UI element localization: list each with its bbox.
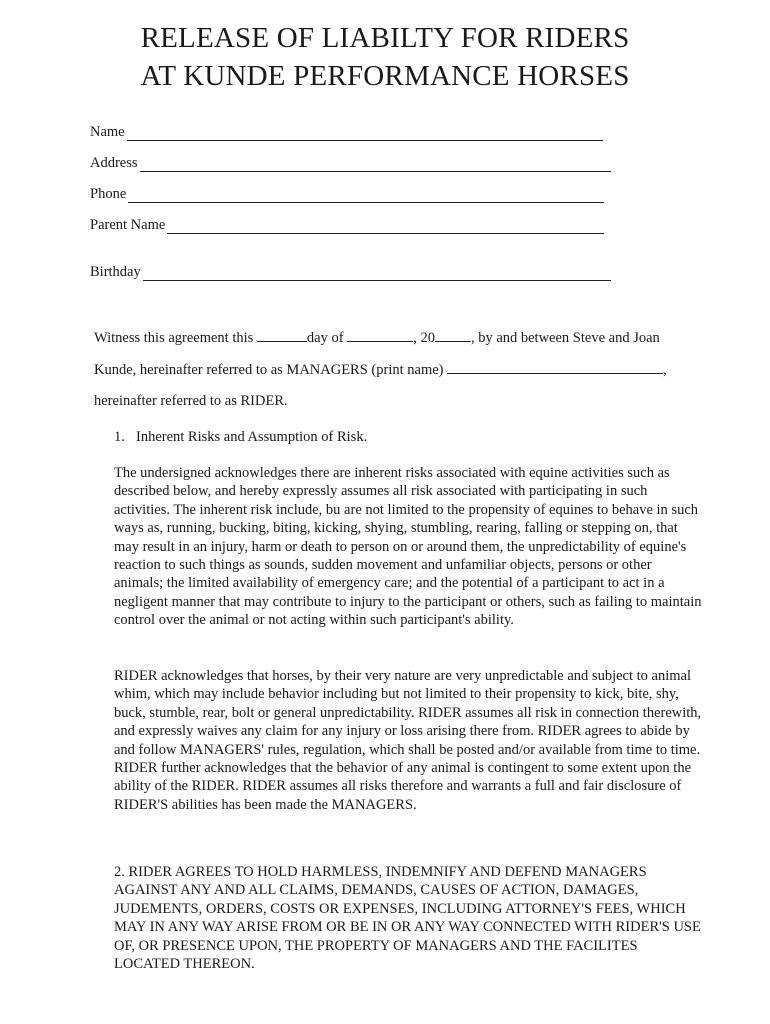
day-blank[interactable] — [257, 330, 307, 342]
witness-text-2: day of — [306, 330, 348, 346]
document-title-line-2: AT KUNDE PERFORMANCE HORSES — [140, 60, 630, 92]
document-title-line-1: RELEASE OF LIABILTY FOR RIDERS — [140, 22, 630, 54]
address-input-line[interactable] — [140, 159, 611, 172]
witness-text-4: , by and between Steve and Joan — [470, 330, 660, 346]
witness-line-3: hereinafter referred to as RIDER. — [94, 393, 288, 409]
section-1-number: 1. — [114, 429, 125, 445]
witness-line-1 — [94, 329, 660, 347]
section-1-paragraph-2: RIDER acknowledges that horses, by their very nature are very unpredictable and subject to animal whim, which may include behavior including but not limited to their propensity to kick, bite, shy, buck, stumble, rear, bolt or general unpredictability. RIDER assumes all risk in connection therewith, and expressly waives any claim for any injury or loss arising there from. RIDER agrees to abide by and follow MANAGERS' rules, regulation, which shall be posted and/or available from time to time. RIDER further acknowledges that the behavior of any animal is contingent to some extent upon the ability of the RIDER. RIDER assumes all risks therefore and warrants a full and fair disclosure of RIDER'S abilities has been made the MANAGERS. — [114, 668, 702, 813]
phone-label: Phone — [90, 186, 127, 202]
parent-name-label: Parent Name — [90, 217, 166, 233]
witness-text-5: Kunde, hereinafter referred to as MANAGERS (print name) — [94, 362, 448, 378]
parent-name-input-line[interactable] — [167, 221, 604, 234]
name-input-line[interactable] — [127, 128, 603, 141]
witness-line-2 — [94, 361, 667, 379]
phone-input-line[interactable] — [128, 190, 604, 203]
section-1-paragraph-1: The undersigned acknowledges there are inherent risks associated with equine activities such as described below, and hereby expressly assumes all risk associated with participating in such activities. The inherent risk include, bu are not limited to the propensity of equines to behave in such ways as, running, bucking, biting, kicking, shying, stumbling, rearing, falling or stepping on, that may result in an injury, harm or death to person on or around them, the unpredictability of equine's reaction to such things as sounds, sudden movement and unfamiliar objects, persons or other animals; the limited availability of emergency care; and the potential of a participant to act in a negligent manner that may contribute to injury to the participant or others, such as failing to maintain control over the animal or not acting within such participant's ability. — [114, 465, 702, 629]
rider-print-name-blank[interactable] — [447, 362, 663, 374]
section-1-heading — [114, 428, 367, 446]
witness-text-3: , 20 — [413, 330, 435, 346]
address-field[interactable] — [90, 154, 611, 172]
birthday-label: Birthday — [90, 264, 141, 280]
section-2-paragraph: 2. RIDER AGREES TO HOLD HARMLESS, INDEMNIFY AND DEFEND MANAGERS AGAINST ANY AND ALL CLAIMS, DEMANDS, CAUSES OF ACTION, DAMAGES, JUDEMENTS, ORDERS, COSTS OR EXPENSES, INCLUDING ATTORNEY'S FEES, WHICH MAY IN ANY WAY ARISE FROM OR BE IN OR ANY WAY CONNECTED WITH RIDER'S USE OF, OR PRESENCE UPON, THE PROPERTY OF MANAGERS AND THE FACILITES LOCATED THEREON. — [114, 864, 701, 973]
witness-text-1: Witness this agreement this — [94, 330, 257, 346]
address-label: Address — [90, 155, 138, 171]
month-blank[interactable] — [347, 330, 413, 342]
name-field[interactable] — [90, 123, 603, 141]
witness-text-6: , — [663, 362, 667, 378]
year-blank[interactable] — [435, 330, 471, 342]
birthday-input-line[interactable] — [143, 268, 611, 281]
parent-name-field[interactable] — [90, 216, 604, 234]
birthday-field[interactable] — [90, 263, 611, 281]
section-1-title: Inherent Risks and Assumption of Risk. — [136, 429, 368, 445]
phone-field[interactable] — [90, 185, 604, 203]
name-label: Name — [90, 124, 125, 140]
